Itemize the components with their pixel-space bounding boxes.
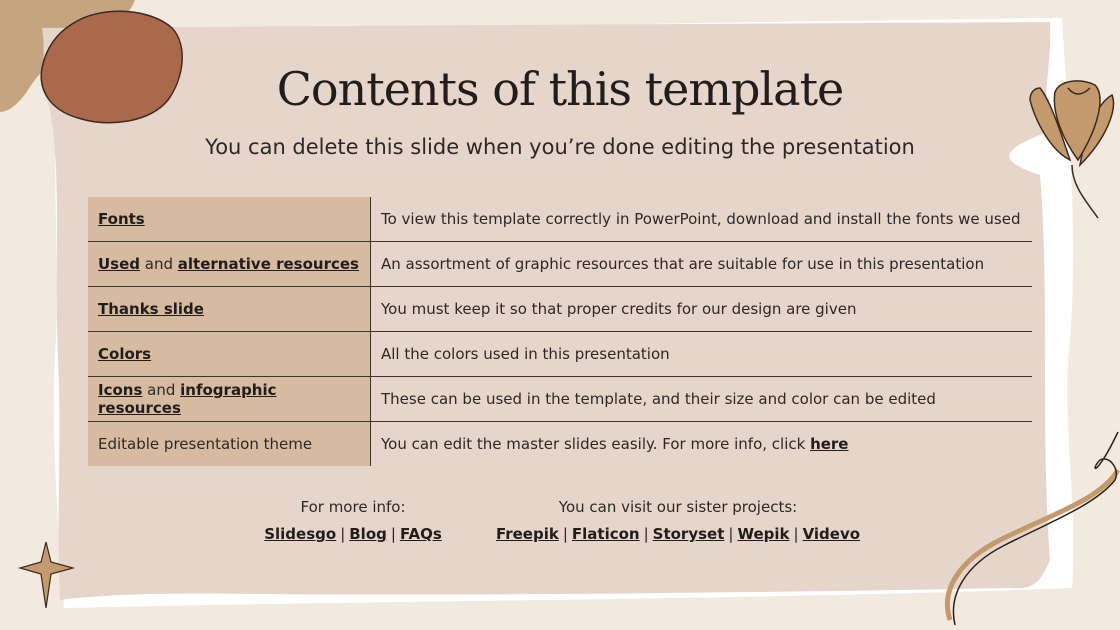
row-title-cell [88, 332, 371, 377]
link-separator: | [340, 525, 346, 543]
link-separator: | [728, 525, 734, 543]
row-description-cell [371, 332, 1033, 377]
row-description: To view this template correctly in PowerPoint, download and install the fonts we used [381, 210, 1021, 228]
row-description: All the colors used in this presentation [381, 345, 670, 363]
table-row [88, 287, 1032, 332]
table-row [88, 422, 1032, 467]
link-separator: | [793, 525, 799, 543]
table-row [88, 332, 1032, 377]
row-title-link[interactable]: Fonts [98, 210, 145, 228]
footer-more-info [253, 498, 453, 543]
row-title-cell [88, 287, 371, 332]
row-description-cell [371, 287, 1033, 332]
row-description-cell [371, 377, 1033, 422]
row-title-cell [88, 197, 371, 242]
footer-link-wepik[interactable]: Wepik [737, 525, 790, 543]
footer-sister-projects-label: You can visit our sister projects: [558, 498, 798, 516]
table-row [88, 197, 1032, 242]
row-description: You must keep it so that proper credits for our design are given [381, 300, 857, 318]
row-description-cell [371, 197, 1033, 242]
row-description-cell [371, 422, 1033, 467]
footer-sister-projects-links [488, 525, 868, 543]
table-row [88, 377, 1032, 422]
row-title-link[interactable]: Used [98, 255, 141, 273]
link-separator: | [390, 525, 396, 543]
row-title-link[interactable]: Icons [98, 381, 143, 399]
row-title-link[interactable]: Colors [98, 345, 152, 363]
footer-more-info-label: For more info: [300, 498, 406, 516]
row-title-link[interactable]: infographic resources [98, 381, 277, 417]
here-link[interactable]: here [810, 435, 849, 453]
footer-link-flaticon[interactable]: Flaticon [571, 525, 640, 543]
page-subtitle: You can delete this slide when you’re done editing the presentation [205, 135, 915, 159]
page-title: Contents of this template [276, 62, 844, 116]
row-description: You can edit the master slides easily. For more info, click [381, 435, 811, 453]
row-title-link[interactable]: alternative resources [177, 255, 359, 273]
footer-link-storyset[interactable]: Storyset [652, 525, 725, 543]
footer-link-freepik[interactable]: Freepik [495, 525, 559, 543]
row-title-cell [88, 242, 371, 287]
row-title-text: and [140, 255, 178, 273]
row-title-link[interactable]: Thanks slide [98, 300, 204, 318]
footer-link-slidesgo[interactable]: Slidesgo [264, 525, 337, 543]
footer-more-info-links [253, 525, 453, 543]
contents-table [88, 197, 1032, 466]
footer-link-blog[interactable]: Blog [349, 525, 387, 543]
table-row [88, 242, 1032, 287]
row-description: These can be used in the template, and their size and color can be edited [381, 390, 936, 408]
footer-sister-projects [488, 498, 868, 543]
footer-link-faqs[interactable]: FAQs [399, 525, 442, 543]
row-title-text: Editable presentation theme [98, 435, 313, 453]
row-description: An assortment of graphic resources that are suitable for use in this presentation [381, 255, 985, 273]
row-description-cell [371, 242, 1033, 287]
row-title-cell [88, 422, 371, 467]
footer-link-videvo[interactable]: Videvo [802, 525, 861, 543]
row-title-cell [88, 377, 371, 422]
row-title-text: and [142, 381, 181, 399]
link-separator: | [643, 525, 649, 543]
link-separator: | [562, 525, 568, 543]
